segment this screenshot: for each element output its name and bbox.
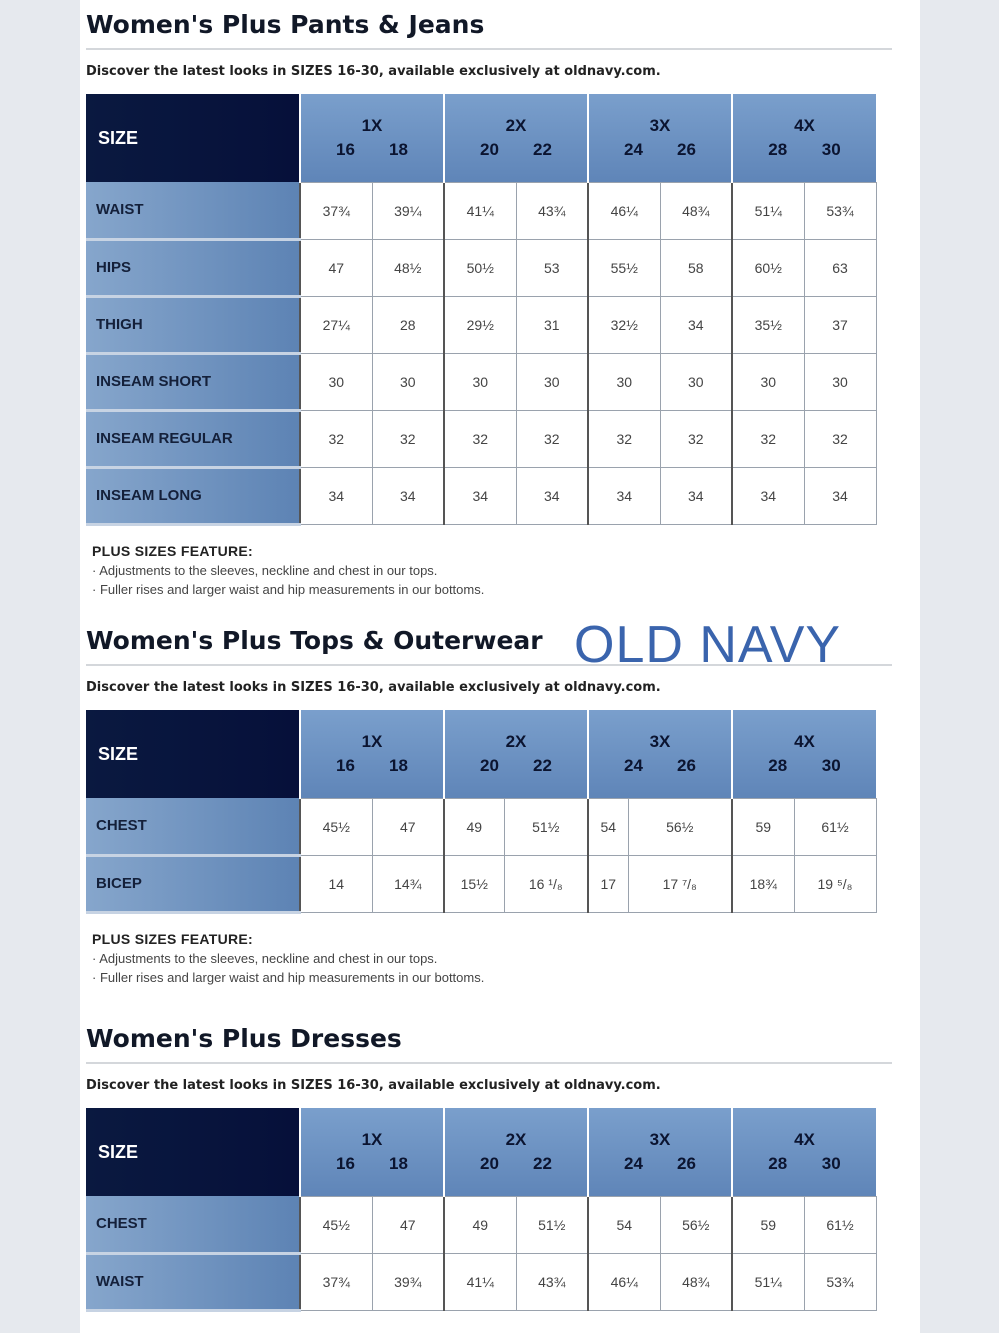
row-label: THIGH xyxy=(86,296,300,353)
feature-item: · Fuller rises and larger waist and hip measurements in our bottoms. xyxy=(92,581,485,597)
table-row xyxy=(86,855,876,912)
measurement-cell: 45½ xyxy=(300,798,372,855)
measurement-cell: 30 xyxy=(732,353,804,410)
table-header-row xyxy=(86,1108,876,1196)
measurement-cell: 46¼ xyxy=(588,182,660,239)
measurement-cell: 14 xyxy=(300,855,372,912)
measurement-cell: 17 xyxy=(588,855,628,912)
size-group-header xyxy=(732,710,876,798)
measurement-cell: 48¾ xyxy=(660,1253,732,1310)
measurement-cell: 37¾ xyxy=(300,182,372,239)
table-row xyxy=(86,467,876,524)
table-header-row xyxy=(86,94,876,182)
measurement-cell: 45½ xyxy=(300,1196,372,1253)
size-group-header xyxy=(300,1108,444,1196)
section-pants-jeans xyxy=(86,8,898,599)
size-number: 16 xyxy=(336,1153,355,1173)
size-group-name: 2X xyxy=(505,115,527,135)
size-group-header xyxy=(588,710,732,798)
row-label: BICEP xyxy=(86,855,300,912)
section-disclaimer: Discover the latest looks in SIZES 16-30, available exclusively at oldnavy.com. xyxy=(86,680,661,695)
table-row xyxy=(86,410,876,467)
feature-item: · Adjustments to the sleeves, neckline and chest in our tops. xyxy=(92,562,438,578)
size-number: 18 xyxy=(389,755,408,775)
row-label: WAIST xyxy=(86,182,300,239)
size-group-name: 4X xyxy=(794,1129,815,1149)
measurement-cell: 37¾ xyxy=(300,1253,372,1310)
measurement-cell: 41¼ xyxy=(444,182,516,239)
size-group-name: 3X xyxy=(649,115,671,135)
size-number: 16 xyxy=(336,139,355,159)
measurement-cell: 19 ⁵/₈ xyxy=(794,855,876,912)
size-group-header xyxy=(444,1108,588,1196)
size-number: 30 xyxy=(821,139,841,159)
size-group-header xyxy=(300,94,444,182)
measurement-cell: 51½ xyxy=(516,1196,588,1253)
size-table xyxy=(86,94,877,526)
measurement-cell: 16 ¹/₈ xyxy=(504,855,588,912)
row-label: WAIST xyxy=(86,1253,300,1310)
section-dresses xyxy=(86,1022,898,1312)
measurement-cell: 34 xyxy=(588,467,660,524)
measurement-cell: 56½ xyxy=(628,798,732,855)
measurement-cell: 49 xyxy=(444,1196,516,1253)
size-number: 18 xyxy=(389,1153,408,1173)
measurement-cell: 35½ xyxy=(732,296,804,353)
size-number: 26 xyxy=(677,1153,696,1173)
table-row xyxy=(86,296,876,353)
measurement-cell: 17 ⁷/₈ xyxy=(628,855,732,912)
measurement-cell: 53¾ xyxy=(804,1253,876,1310)
measurement-cell: 30 xyxy=(300,353,372,410)
measurement-cell: 61½ xyxy=(794,798,876,855)
size-number: 26 xyxy=(677,139,696,159)
measurement-cell: 34 xyxy=(732,467,804,524)
measurement-cell: 32 xyxy=(444,410,516,467)
measurement-cell: 48¾ xyxy=(660,182,732,239)
section-disclaimer: Discover the latest looks in SIZES 16-30, available exclusively at oldnavy.com. xyxy=(86,1078,661,1093)
size-number: 22 xyxy=(533,139,552,159)
size-group-name: 1X xyxy=(361,1129,383,1149)
measurement-cell: 50½ xyxy=(444,239,516,296)
size-number: 18 xyxy=(389,139,408,159)
feature-item: · Fuller rises and larger waist and hip measurements in our bottoms. xyxy=(92,969,485,985)
row-label: INSEAM LONG xyxy=(86,467,300,524)
size-number: 28 xyxy=(768,139,788,159)
size-group-name: 1X xyxy=(361,115,383,135)
size-number: 24 xyxy=(624,139,643,159)
size-number: 20 xyxy=(480,1153,499,1173)
size-group-header xyxy=(588,1108,732,1196)
row-label: HIPS xyxy=(86,239,300,296)
measurement-cell: 43¾ xyxy=(516,1253,588,1310)
measurement-cell: 46¼ xyxy=(588,1253,660,1310)
table-row xyxy=(86,353,876,410)
plus-sizes-features xyxy=(86,542,898,599)
measurement-cell: 18¾ xyxy=(732,855,794,912)
measurement-cell: 51¼ xyxy=(732,1253,804,1310)
size-chart-page xyxy=(80,0,920,1333)
size-table xyxy=(86,710,877,914)
measurement-cell: 32 xyxy=(588,410,660,467)
measurement-cell: 34 xyxy=(372,467,444,524)
measurement-cell: 28 xyxy=(372,296,444,353)
size-group-name: 3X xyxy=(649,731,671,751)
section-title: Women's Plus Tops & Outerwear xyxy=(86,626,543,655)
size-header-cell: SIZE xyxy=(86,710,300,798)
measurement-cell: 54 xyxy=(588,798,628,855)
features-heading: PLUS SIZES FEATURE: xyxy=(92,542,254,559)
measurement-cell: 32 xyxy=(660,410,732,467)
measurement-cell: 51½ xyxy=(504,798,588,855)
measurement-cell: 39¼ xyxy=(372,182,444,239)
measurement-cell: 34 xyxy=(516,467,588,524)
measurement-cell: 59 xyxy=(732,798,794,855)
measurement-cell: 30 xyxy=(516,353,588,410)
size-number: 30 xyxy=(821,755,841,775)
measurement-cell: 61½ xyxy=(804,1196,876,1253)
size-group-header xyxy=(444,94,588,182)
size-number: 24 xyxy=(624,1153,643,1173)
size-group-header xyxy=(588,94,732,182)
measurement-cell: 29½ xyxy=(444,296,516,353)
measurement-cell: 32½ xyxy=(588,296,660,353)
section-tops-outerwear xyxy=(86,624,898,987)
size-group-header xyxy=(732,94,876,182)
measurement-cell: 32 xyxy=(804,410,876,467)
measurement-cell: 39¾ xyxy=(372,1253,444,1310)
measurement-cell: 14¾ xyxy=(372,855,444,912)
size-number: 24 xyxy=(624,755,643,775)
size-group-name: 3X xyxy=(649,1129,671,1149)
measurement-cell: 30 xyxy=(372,353,444,410)
size-number: 20 xyxy=(480,139,499,159)
measurement-cell: 55½ xyxy=(588,239,660,296)
section-title: Women's Plus Pants & Jeans xyxy=(86,10,485,39)
size-group-name: 2X xyxy=(505,1129,527,1149)
measurement-cell: 53¾ xyxy=(804,182,876,239)
measurement-cell: 41¼ xyxy=(444,1253,516,1310)
plus-sizes-features xyxy=(86,930,898,987)
divider xyxy=(86,48,892,50)
measurement-cell: 34 xyxy=(444,467,516,524)
size-group-name: 4X xyxy=(794,115,815,135)
measurement-cell: 56½ xyxy=(660,1196,732,1253)
measurement-cell: 34 xyxy=(804,467,876,524)
size-group-header xyxy=(732,1108,876,1196)
size-number: 28 xyxy=(768,1153,788,1173)
size-number: 20 xyxy=(480,755,499,775)
measurement-cell: 30 xyxy=(588,353,660,410)
size-group-name: 4X xyxy=(794,731,815,751)
row-label: INSEAM SHORT xyxy=(86,353,300,410)
measurement-cell: 32 xyxy=(516,410,588,467)
measurement-cell: 47 xyxy=(372,1196,444,1253)
measurement-cell: 34 xyxy=(660,296,732,353)
measurement-cell: 27¼ xyxy=(300,296,372,353)
table-row xyxy=(86,1196,876,1253)
section-disclaimer: Discover the latest looks in SIZES 16-30, available exclusively at oldnavy.com. xyxy=(86,64,661,79)
measurement-cell: 59 xyxy=(732,1196,804,1253)
measurement-cell: 51¼ xyxy=(732,182,804,239)
features-heading: PLUS SIZES FEATURE: xyxy=(92,930,254,947)
measurement-cell: 43¾ xyxy=(516,182,588,239)
size-number: 30 xyxy=(821,1153,841,1173)
measurement-cell: 63 xyxy=(804,239,876,296)
row-label: INSEAM REGULAR xyxy=(86,410,300,467)
measurement-cell: 30 xyxy=(660,353,732,410)
size-header-cell: SIZE xyxy=(86,1108,300,1196)
measurement-cell: 34 xyxy=(300,467,372,524)
measurement-cell: 48½ xyxy=(372,239,444,296)
measurement-cell: 32 xyxy=(372,410,444,467)
measurement-cell: 30 xyxy=(804,353,876,410)
size-group-name: 2X xyxy=(505,731,527,751)
row-label: CHEST xyxy=(86,1196,300,1253)
measurement-cell: 37 xyxy=(804,296,876,353)
measurement-cell: 49 xyxy=(444,798,504,855)
size-header-cell: SIZE xyxy=(86,94,300,182)
table-header-row xyxy=(86,710,876,798)
measurement-cell: 34 xyxy=(660,467,732,524)
feature-item: · Adjustments to the sleeves, neckline and chest in our tops. xyxy=(92,950,438,966)
measurement-cell: 30 xyxy=(444,353,516,410)
table-row xyxy=(86,182,876,239)
row-label: CHEST xyxy=(86,798,300,855)
size-number: 26 xyxy=(677,755,696,775)
measurement-cell: 47 xyxy=(372,798,444,855)
measurement-cell: 15½ xyxy=(444,855,504,912)
table-row xyxy=(86,1253,876,1310)
measurement-cell: 60½ xyxy=(732,239,804,296)
table-row xyxy=(86,239,876,296)
measurement-cell: 31 xyxy=(516,296,588,353)
measurement-cell: 58 xyxy=(660,239,732,296)
section-title: Women's Plus Dresses xyxy=(86,1024,402,1053)
size-number: 16 xyxy=(336,755,355,775)
divider xyxy=(86,1062,892,1064)
measurement-cell: 32 xyxy=(732,410,804,467)
measurement-cell: 53 xyxy=(516,239,588,296)
size-number: 22 xyxy=(533,755,552,775)
size-number: 28 xyxy=(768,755,788,775)
size-group-header xyxy=(300,710,444,798)
old-navy-logo: OLD NAVY xyxy=(574,616,842,674)
measurement-cell: 47 xyxy=(300,239,372,296)
size-group-name: 1X xyxy=(361,731,383,751)
measurement-cell: 54 xyxy=(588,1196,660,1253)
size-table xyxy=(86,1108,877,1312)
size-group-header xyxy=(444,710,588,798)
table-row xyxy=(86,798,876,855)
size-number: 22 xyxy=(533,1153,552,1173)
measurement-cell: 32 xyxy=(300,410,372,467)
